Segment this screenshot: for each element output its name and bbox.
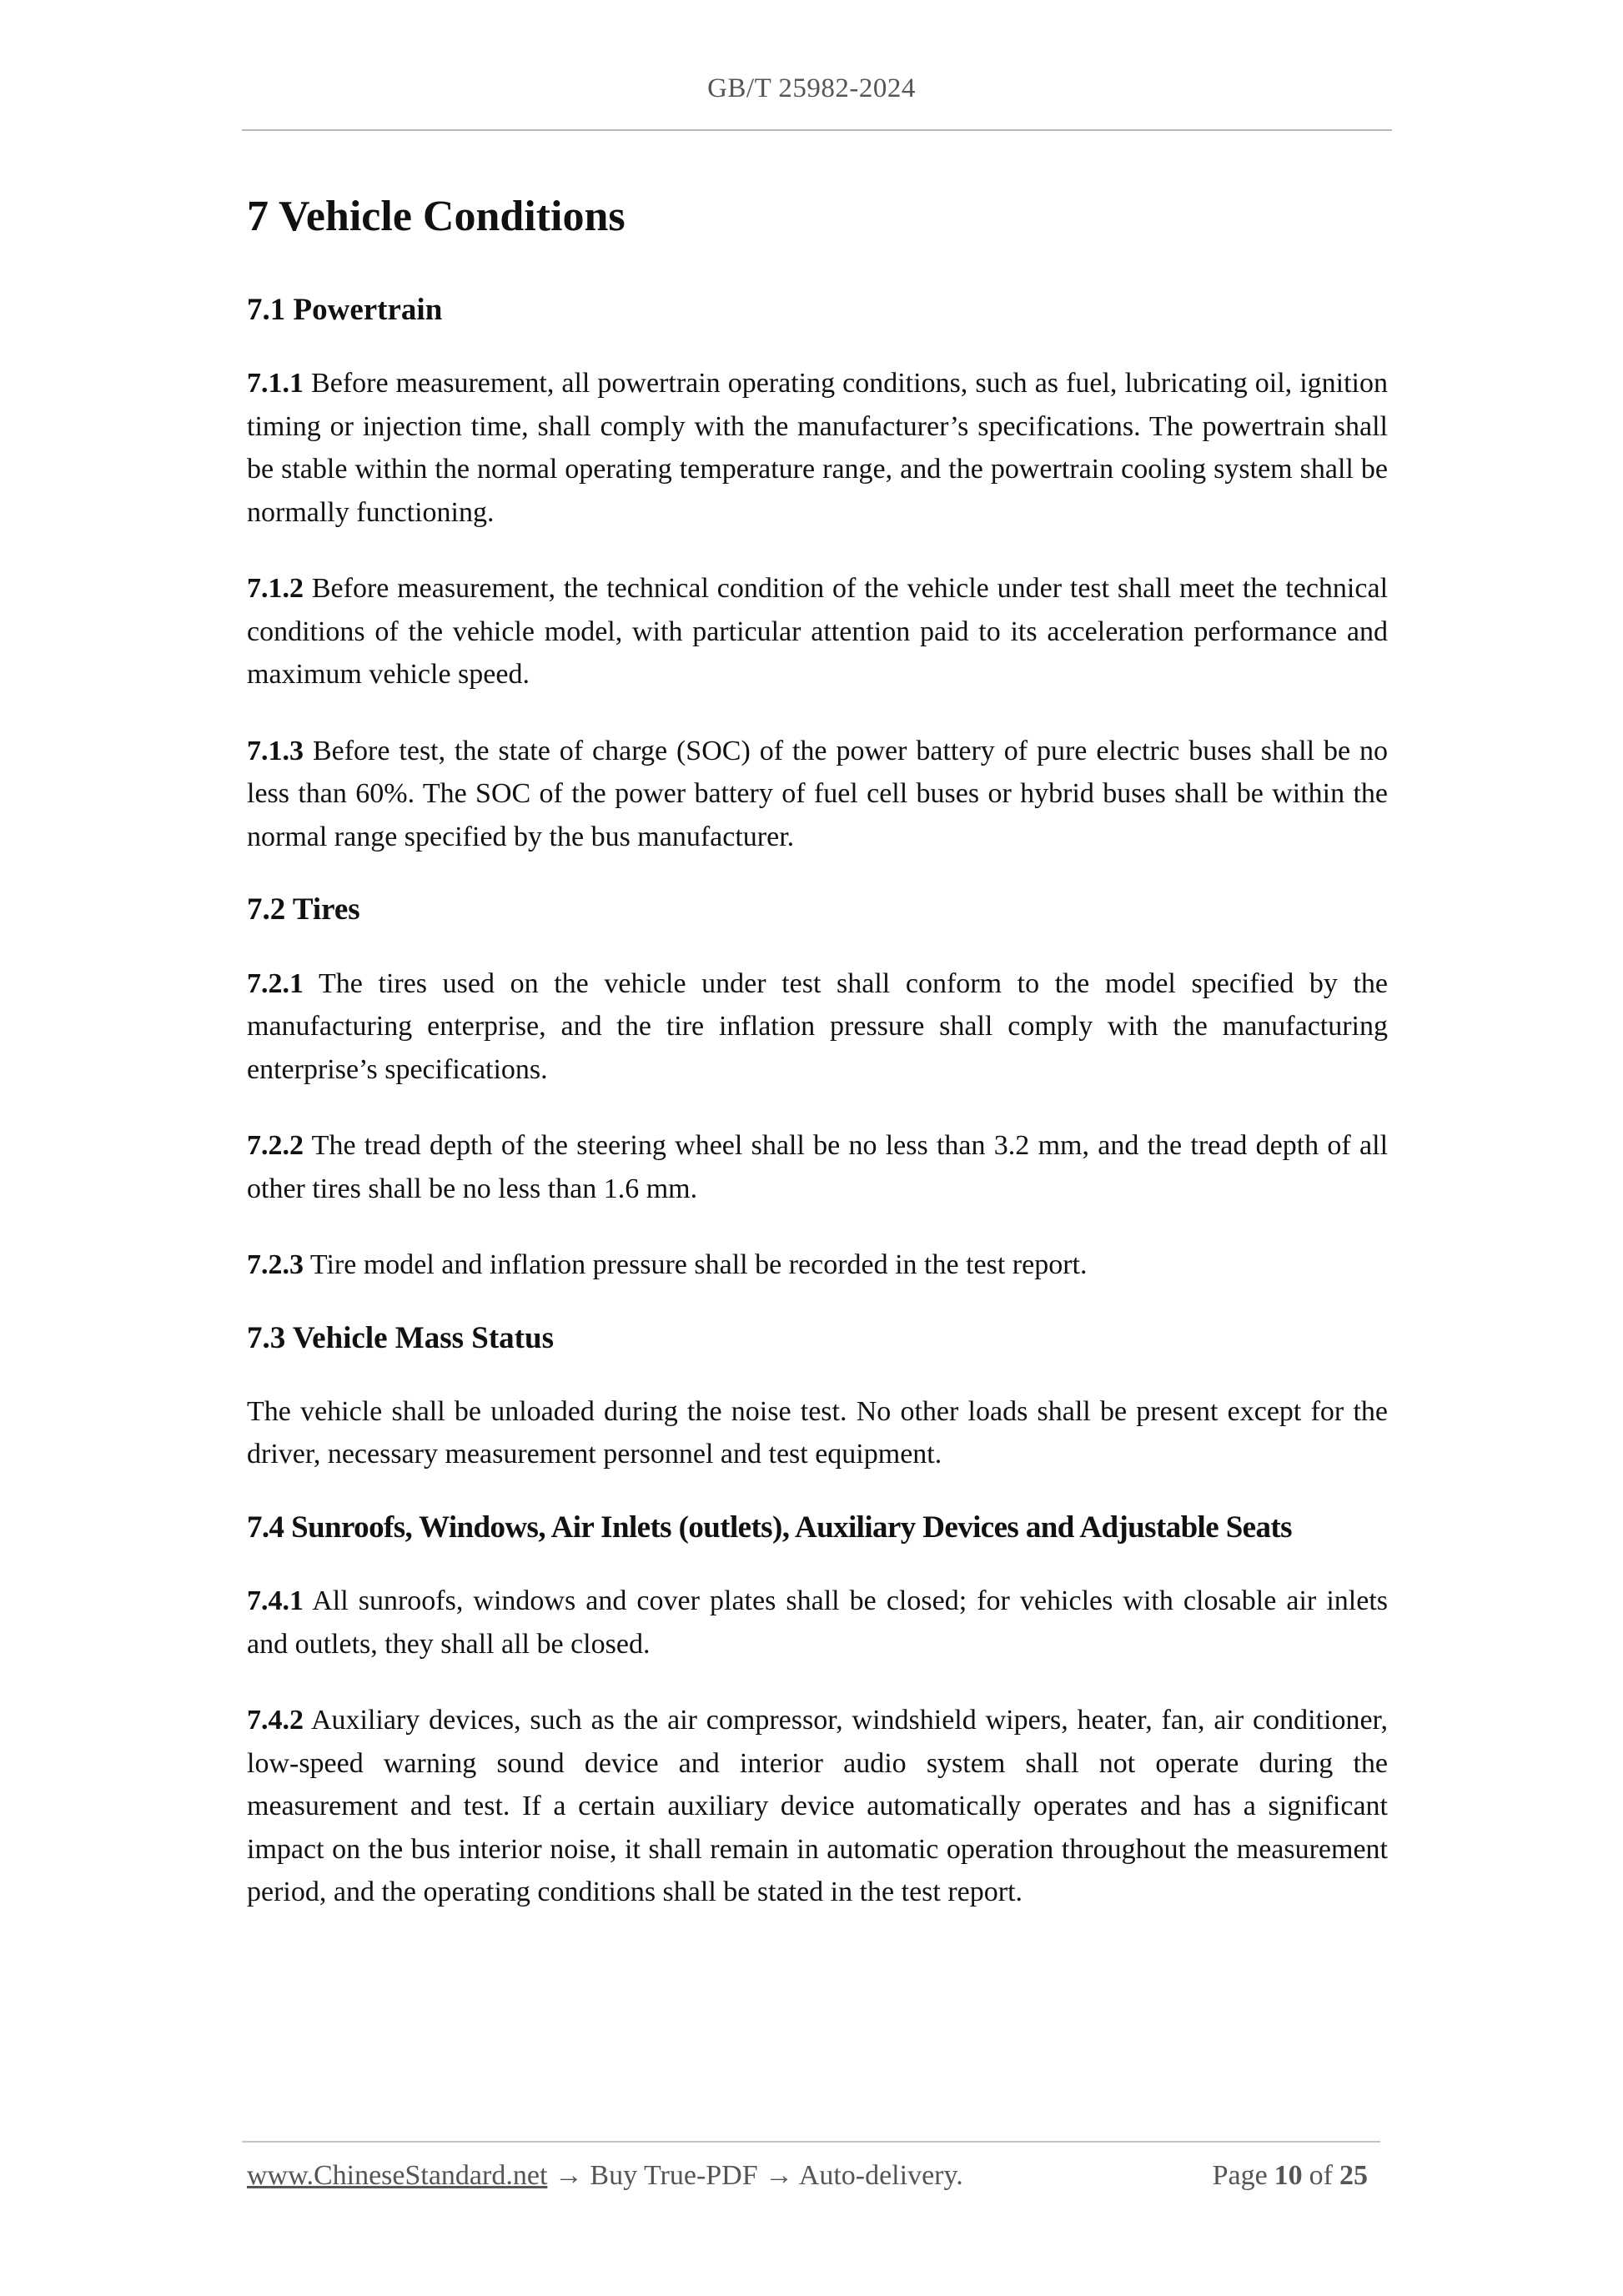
clause-7-3 xyxy=(247,1390,1388,1476)
section-title-7-3: 7.3 Vehicle Mass Status xyxy=(247,1320,554,1355)
clause-text: The tires used on the vehicle under test shall conform to the model specified by the manufacturing enterprise, and the tire inflation pressure shall comply with the manufacturing enterprise’s specifications. xyxy=(247,967,1388,1085)
clause-7-2-3 xyxy=(247,1243,1388,1287)
clause-text: The tread depth of the steering wheel shall be no less than 3.2 mm, and the tread depth of all other tires shall be no less than 1.6 mm. xyxy=(247,1130,1389,1204)
clause-text: All sunroofs, windows and cover plates shall be closed; for vehicles with closable air inlets and outlets, they shall all be closed. xyxy=(247,1585,1388,1660)
page-body xyxy=(247,192,1388,1947)
chapter-title: 7 Vehicle Conditions xyxy=(247,193,626,240)
clause-7-2-1 xyxy=(247,962,1388,1092)
page-counter xyxy=(1213,2160,1374,2192)
arrow-right-icon: → xyxy=(554,2160,583,2191)
clause-number: 7.1.3 xyxy=(247,735,304,766)
clause-7-4-1 xyxy=(247,1580,1388,1665)
page-number: 10 xyxy=(1274,2160,1303,2191)
clause-number: 7.2.3 xyxy=(247,1249,304,1281)
clause-text: Before measurement, all powertrain operating conditions, such as fuel, lubricating oil, ignition timing or injection time, shall comply with the manufacturer’s specifications. The powertrain shall be stable within the normal operating temperature range, and the powertrain cooling system shall be normally functioning. xyxy=(247,368,1389,528)
clause-text: Auxiliary devices, such as the air compressor, windshield wipers, heater, fan, air conditioner, low-speed warning sound device and interior audio system shall not operate during the measurement and test. If a certain auxiliary device automatically operates and has a significant impact on the bus interior noise, it shall remain in automatic operation throughout the measurement period, and the operating conditions shall be stated in the test report. xyxy=(247,1705,1388,1908)
footer-promo xyxy=(247,2160,963,2192)
site-link[interactable]: www.ChineseStandard.net xyxy=(247,2160,548,2191)
section-title-7-1: 7.1 Powertrain xyxy=(247,292,443,327)
clause-7-1-2 xyxy=(247,567,1388,696)
of-word: of xyxy=(1309,2160,1333,2191)
clause-text: The vehicle shall be unloaded during the noise test. No other loads shall be present except for the driver, necessary measurement personnel and test equipment. xyxy=(247,1395,1388,1470)
clause-7-1-3 xyxy=(247,730,1388,859)
buy-text: Buy True-PDF xyxy=(590,2160,758,2191)
section-title-7-2: 7.2 Tires xyxy=(247,892,360,927)
clause-number: 7.4.1 xyxy=(247,1585,304,1617)
page-word: Page xyxy=(1212,2160,1268,2191)
clause-7-1-1 xyxy=(247,362,1388,534)
clause-number: 7.2.1 xyxy=(247,967,304,999)
clause-number: 7.4.2 xyxy=(247,1705,304,1736)
clause-number: 7.1.2 xyxy=(247,573,304,605)
header-doc-id: GB/T 25982-2024 xyxy=(707,73,916,103)
clause-text: Before measurement, the technical condition of the vehicle under test shall meet the technical conditions of the vehicle model, with particular attention paid to its acceleration performance and maximum vehicle speed. xyxy=(247,573,1389,691)
clause-text: Tire model and inflation pressure shall be recorded in the test report. xyxy=(309,1249,1088,1281)
clause-number: 7.1.1 xyxy=(247,368,304,399)
clause-7-2-2 xyxy=(247,1124,1388,1210)
header-divider xyxy=(242,129,1392,131)
page-total: 25 xyxy=(1339,2160,1368,2191)
delivery-text: Auto-delivery. xyxy=(798,2160,963,2191)
clause-text: Before test, the state of charge (SOC) of the power battery of pure electric buses shall be no less than 60%. The SOC of the power battery of fuel cell buses or hybrid buses shall be within the normal range specified by the bus manufacturer. xyxy=(247,735,1388,852)
arrow-right-icon: → xyxy=(765,2160,794,2191)
clause-7-4-2 xyxy=(247,1699,1388,1914)
clause-number: 7.2.2 xyxy=(247,1130,304,1162)
section-title-7-4: 7.4 Sunroofs, Windows, Air Inlets (outlets), Auxiliary Devices and Adjustable Seats xyxy=(247,1510,1292,1545)
footer-divider xyxy=(242,2141,1380,2143)
